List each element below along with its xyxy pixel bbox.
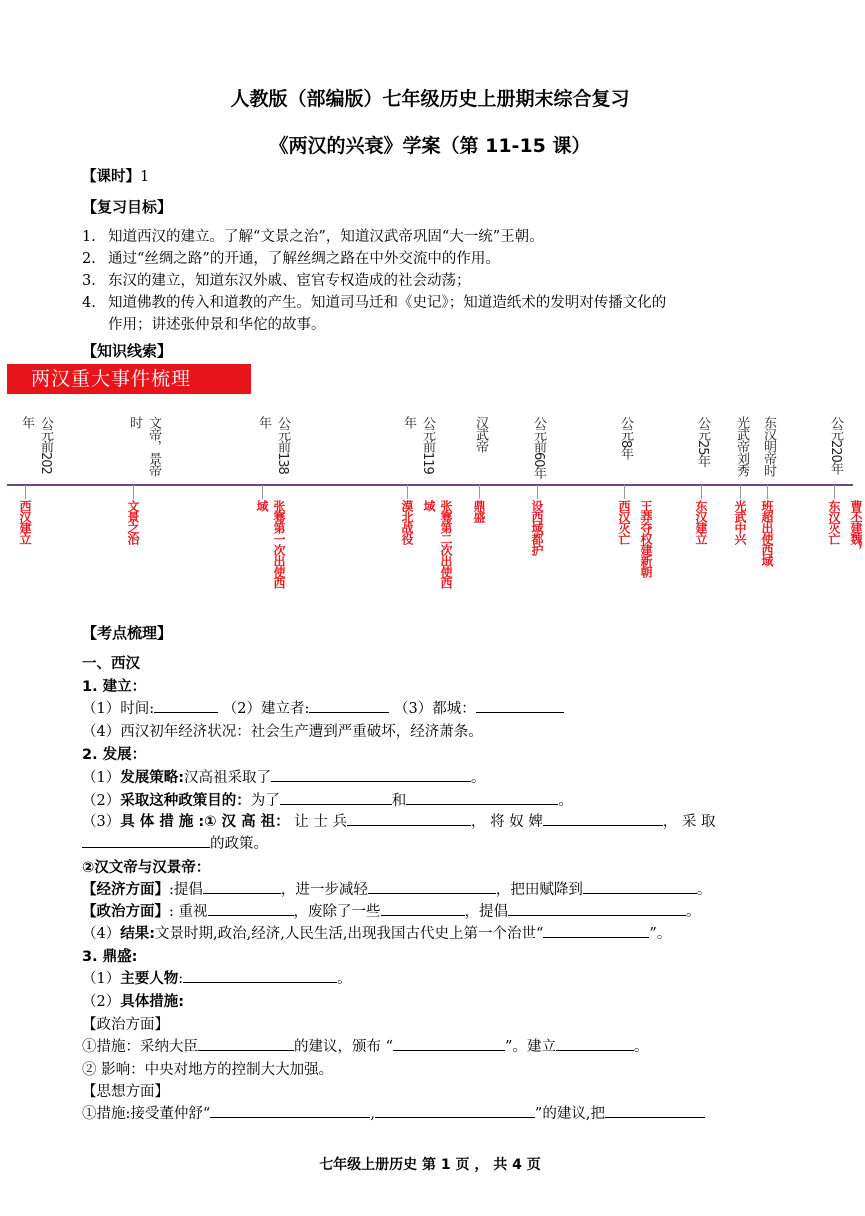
- s2-1: （1）发展策略:汉高祖采取了 。: [82, 766, 486, 787]
- timeline-tick: [479, 485, 480, 499]
- lesson-label: 【课时】: [82, 169, 140, 185]
- s2-3-cont: 的政策。: [82, 832, 268, 853]
- s3-1: （1）主要人物: 。: [82, 967, 352, 988]
- timeline-event-label: 王莽夺权建新朝: [639, 500, 653, 577]
- exam-heading: 【考点梳理】: [82, 624, 173, 642]
- lesson-line: [82, 165, 149, 186]
- zz-1: ①措施：采纳大臣 的建议，颁布 “ ”。建立 。: [82, 1035, 648, 1056]
- timeline-tick: [133, 485, 134, 499]
- timeline-event-label: 西汉建立: [18, 500, 32, 544]
- timeline-event-label: 文景之治: [126, 500, 140, 544]
- timeline-event-label: 东汉建立: [694, 500, 708, 544]
- timeline-event-label: 漠北战役: [400, 500, 414, 544]
- timeline-event-label: 班超出使西域: [760, 500, 774, 566]
- lesson-value: 1: [140, 169, 150, 185]
- objectives-heading: 【复习目标】: [82, 198, 173, 216]
- sixiang-heading: 【思想方面】: [82, 1084, 169, 1100]
- timeline-event-label: 设西域都护: [530, 500, 544, 555]
- timeline-event-label: 东汉灭亡: [827, 500, 841, 544]
- timeline-tick: [537, 485, 538, 499]
- s2-heading: 2. 发展：: [82, 747, 147, 763]
- timeline-figure: [7, 364, 863, 594]
- objective-item: 2. 通过“丝绸之路”的开通，了解丝绸之路在中外交流中的作用。: [82, 251, 500, 267]
- timeline-tick: [834, 485, 835, 499]
- timeline-tick: [262, 485, 263, 499]
- objective-item: 作用；讲述张仲景和华佗的故事。: [108, 317, 326, 333]
- knowledge-heading: 【知识线索】: [82, 342, 173, 360]
- timeline-tick: [25, 485, 26, 499]
- timeline-date-label: 文帝，景帝时: [127, 416, 161, 476]
- zhengzhi-heading: 【政治方面】: [82, 1017, 169, 1033]
- objective-item: 3. 东汉的建立，知道东汉外戚、宦官专权造成的社会动荡；: [82, 273, 471, 289]
- timeline-event-label: 光武中兴: [733, 500, 747, 544]
- result-line: （4）结果:文景时期,政治,经济,人民生活,出现我国古代史上第一个治世“ ”。: [82, 922, 671, 943]
- section-xihan: 一、西汉: [82, 656, 140, 672]
- s3-heading: 3. 鼎盛:: [82, 949, 138, 965]
- sx-1: ①措施:接受董仲舒“ , ”的建议,把: [82, 1102, 705, 1123]
- timeline-tick: [624, 485, 625, 499]
- timeline-date-label: 东汉明帝时: [761, 416, 776, 476]
- s2-3: （3）具 体 措 施 :① 汉 高 祖： 让 士 兵 ， 将 奴 婢 ， 采 取: [82, 810, 716, 831]
- wenjing-heading: ②汉文帝与汉景帝：: [82, 860, 211, 876]
- timeline-event-label: 张骞第一次出使西域: [255, 500, 286, 588]
- timeline-tick: [407, 485, 408, 499]
- pol-line: 【政治方面】: 重视 ，废除了一些 ，提倡 。: [82, 900, 701, 921]
- s1-fields: （1）时间: （2）建立者: （3）都城：: [82, 697, 564, 718]
- timeline-title: 两汉重大事件梳理: [7, 364, 251, 394]
- timeline-date-label: 光武帝刘秀: [734, 416, 749, 476]
- timeline-date-label: 公元前119年: [401, 416, 435, 474]
- timeline-date-label: 公元25年: [695, 416, 710, 467]
- timeline-event-label: 西汉灭亡: [617, 500, 631, 544]
- s1-4: （4）西汉初年经济状况：社会生产遭到严重破坏，经济萧条。: [82, 724, 483, 740]
- timeline-event-label: 张骞第二次出使西域: [422, 500, 453, 588]
- timeline-date-label: 公元前202年: [19, 416, 53, 474]
- timeline-tick: [740, 485, 741, 499]
- timeline-date-label: 公元前60年: [531, 416, 546, 479]
- timeline-tick: [767, 485, 768, 499]
- timeline-event-label: 鼎盛: [472, 500, 486, 522]
- objective-item: 1. 知道西汉的建立。了解“文景之治”，知道汉武帝巩固“大一统”王朝。: [82, 229, 544, 245]
- s3-2: （2）具体措施:: [82, 994, 185, 1010]
- document-title: 人教版（部编版）七年级历史上册期末综合复习: [230, 88, 630, 110]
- objectives-list: [82, 226, 792, 336]
- document-subtitle: 《两汉的兴衰》学案（第 11-15 课）: [269, 135, 591, 157]
- timeline-date-label: 汉武帝: [473, 416, 488, 452]
- econ-line: 【经济方面】:提倡 ，进一步减轻 ，把田赋降到 。: [82, 878, 711, 899]
- objective-item: 4. 知道佛教的传入和道教的产生。知道司马迁和《史记》；知道造纸术的发明对传播文化的: [82, 295, 667, 311]
- timeline-date-label: 公元前138年: [256, 416, 290, 474]
- page-footer: 七年级上册历史 第 1 页 ， 共 4 页: [319, 1157, 541, 1173]
- zz-2: ② 影响：中央对地方的控制大大加强。: [82, 1062, 334, 1078]
- timeline-event-label: 曹丕建魏，: [849, 500, 863, 555]
- timeline-date-label: 公元220年: [828, 416, 843, 474]
- timeline-date-label: 公元8年: [618, 416, 633, 460]
- timeline-tick: [701, 485, 702, 499]
- s1-heading: 1. 建立：: [82, 679, 147, 695]
- s2-2: （2）采取这种政策目的：为了 和 。: [82, 789, 573, 810]
